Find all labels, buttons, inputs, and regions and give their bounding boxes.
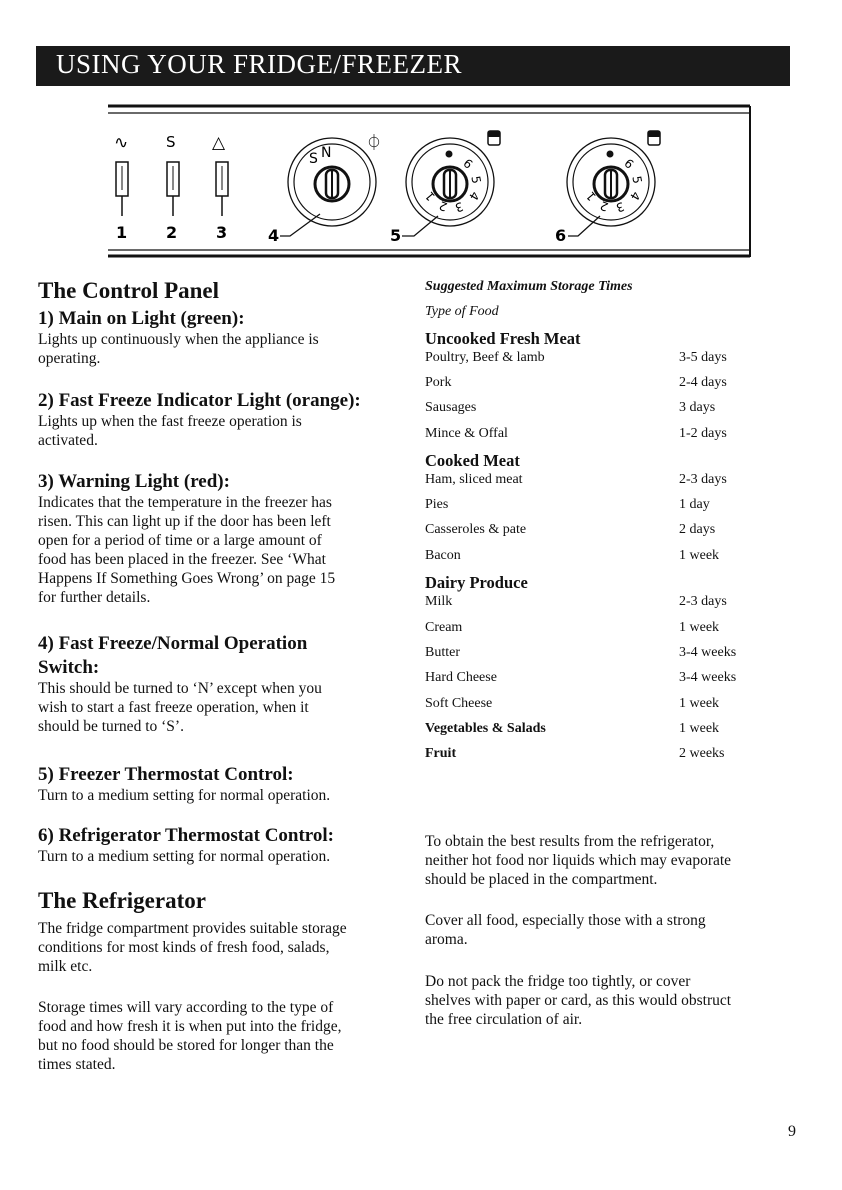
- power-symbol: ⏀: [366, 133, 383, 152]
- warning-symbol: △: [212, 133, 226, 153]
- item-text-line: should be turned to ‘S’.: [38, 718, 184, 735]
- dial5-scale-1: 1: [422, 188, 438, 204]
- dial6-scale-2: 2: [598, 198, 611, 214]
- fast-freeze-light-icon: [167, 162, 179, 216]
- dial5-scale-4: 4: [466, 189, 483, 203]
- storage-time: 2-3 days: [679, 472, 727, 487]
- food-name: Casseroles & pate: [425, 522, 527, 537]
- dial5-scale-6: 6: [460, 156, 476, 172]
- control-panel-diagram: [108, 104, 752, 259]
- item-text-line: operating.: [38, 350, 101, 367]
- food-name: Sausages: [425, 400, 477, 415]
- table-row: [425, 350, 785, 368]
- food-name: Bacon: [425, 548, 461, 563]
- table-row: [425, 721, 785, 739]
- table-row: [425, 620, 785, 638]
- item-text-line: Happens If Something Goes Wrong’ on page 15: [38, 570, 336, 587]
- item-heading: 6) Refrigerator Thermostat Control:: [38, 825, 335, 846]
- storage-time: 3 days: [679, 400, 716, 415]
- paragraph-line: but no food should be stored for longer than the: [38, 1037, 334, 1054]
- paragraph-line: milk etc.: [38, 958, 93, 975]
- food-name: Milk: [425, 594, 453, 609]
- table-row: [425, 594, 785, 612]
- dial4-n-label: N: [321, 145, 332, 161]
- label-5: 5: [390, 226, 402, 245]
- category-heading: Uncooked Fresh Meat: [425, 329, 581, 348]
- item-heading: 1) Main on Light (green):: [38, 308, 245, 329]
- table-row: [425, 375, 785, 393]
- dial6-scale-5: 5: [629, 174, 645, 185]
- storage-time: 3-4 weeks: [679, 670, 737, 685]
- table-row: [425, 497, 785, 515]
- warning-light-icon: [216, 162, 228, 216]
- food-name: Vegetables & Salads: [425, 721, 546, 736]
- main-light-icon: [116, 162, 128, 216]
- refrigerator-thermostat-dial[interactable]: [567, 138, 655, 236]
- paragraph-line: The fridge compartment provides suitable storage: [38, 920, 347, 937]
- storage-time: 2-4 days: [679, 375, 727, 390]
- paragraph-line: shelves with paper or card, as this would obstruct: [425, 992, 732, 1009]
- tip-paragraph-2: [425, 911, 795, 949]
- storage-time: 1 week: [679, 620, 720, 635]
- item-warning-light: [38, 471, 408, 607]
- item-heading: 3) Warning Light (red):: [38, 471, 230, 492]
- storage-time: 1 week: [679, 721, 720, 736]
- header-banner: [36, 46, 790, 86]
- storage-time: 2 weeks: [679, 746, 725, 761]
- table-row: [425, 548, 785, 566]
- table-row: [425, 696, 785, 714]
- item-text-line: wish to start a fast freeze operation, when it: [38, 699, 309, 716]
- label-3: 3: [216, 223, 228, 242]
- item-text-line: Lights up continuously when the appliance is: [38, 331, 319, 348]
- dial6-scale-6: 6: [621, 156, 637, 172]
- refrigerator-paragraph-1: [38, 919, 408, 976]
- control-panel-section: [38, 277, 219, 309]
- item-text-line: This should be turned to ‘N’ except when you: [38, 680, 322, 697]
- paragraph-line: neither hot food nor liquids which may evaporate: [425, 852, 732, 869]
- food-name: Butter: [425, 645, 460, 660]
- storage-time: 1 day: [679, 497, 710, 512]
- food-name: Ham, sliced meat: [425, 472, 523, 487]
- refrigerator-icon: [648, 131, 660, 145]
- refrigerator-title: The Refrigerator: [38, 888, 206, 913]
- food-name: Pork: [425, 375, 452, 390]
- item-text-line: open for a period of time or a large amount of: [38, 532, 322, 549]
- item-text-line: Turn to a medium setting for normal operation.: [38, 787, 331, 804]
- food-name: Fruit: [425, 746, 457, 761]
- category-heading: Cooked Meat: [425, 451, 520, 470]
- label-6: 6: [555, 226, 567, 245]
- storage-table-subtitle: Type of Food: [425, 304, 499, 319]
- table-row: [425, 472, 785, 490]
- paragraph-line: To obtain the best results from the refrigerator,: [425, 833, 715, 850]
- item-heading: 4) Fast Freeze/Normal Operation: [38, 633, 308, 654]
- page-number: 9: [788, 1123, 796, 1140]
- refrigerator-paragraph-2: [38, 998, 393, 1074]
- item-text-line: activated.: [38, 432, 98, 449]
- food-name: Hard Cheese: [425, 670, 497, 685]
- table-row: [425, 522, 785, 540]
- storage-time: 1 week: [679, 696, 720, 711]
- label-1: 1: [116, 223, 128, 242]
- item-text-line: Indicates that the temperature in the freezer has: [38, 494, 332, 511]
- item-text-line: risen. This can light up if the door has been left: [38, 513, 331, 530]
- dial6-scale-4: 4: [627, 189, 644, 203]
- category-heading: Dairy Produce: [425, 573, 528, 592]
- food-name: Mince & Offal: [425, 426, 508, 441]
- page-title: USING YOUR FRIDGE/FREEZER: [56, 49, 463, 79]
- table-row: [425, 400, 785, 418]
- item-heading-cont: Switch:: [38, 657, 100, 678]
- tip-paragraph-1: [425, 832, 795, 889]
- paragraph-line: food and how fresh it is when put into the fridge,: [38, 1018, 342, 1035]
- main-light-symbol: ∿: [114, 133, 129, 153]
- item-text-line: food has been placed in the freezer. See ‘What: [38, 551, 326, 568]
- item-heading: 5) Freezer Thermostat Control:: [38, 764, 294, 785]
- dial6-scale-3: 3: [614, 199, 627, 215]
- food-name: Poultry, Beef & lamb: [425, 350, 545, 365]
- item-text-line: for further details.: [38, 589, 151, 606]
- dial6-scale-1: 1: [583, 188, 599, 204]
- table-row: [425, 426, 785, 444]
- fast-freeze-symbol: S: [166, 133, 176, 151]
- item-text-line: Turn to a medium setting for normal operation.: [38, 848, 331, 865]
- label-2: 2: [166, 223, 178, 242]
- paragraph-line: the free circulation of air.: [425, 1011, 583, 1028]
- item-text-line: Lights up when the fast freeze operation is: [38, 413, 302, 430]
- storage-time: 2 days: [679, 522, 716, 537]
- item-fast-freeze-light: [38, 390, 408, 450]
- item-freezer-thermostat: [38, 764, 408, 805]
- freezer-thermostat-dial[interactable]: [402, 138, 494, 236]
- food-name: Pies: [425, 497, 449, 512]
- table-row: [425, 746, 785, 764]
- item-refrigerator-thermostat: [38, 825, 408, 866]
- storage-time: 1 week: [679, 548, 720, 563]
- item-fast-freeze-switch: [38, 633, 408, 736]
- paragraph-line: should be placed in the compartment.: [425, 871, 658, 888]
- dial4-s-label: S: [309, 151, 318, 167]
- fast-freeze-switch[interactable]: [280, 138, 376, 236]
- paragraph-line: times stated.: [38, 1056, 116, 1073]
- food-name: Soft Cheese: [425, 696, 493, 711]
- table-row: [425, 645, 785, 663]
- storage-time: 3-4 weeks: [679, 645, 737, 660]
- table-row: [425, 670, 785, 688]
- dial5-scale-3: 3: [453, 199, 466, 215]
- storage-table-title: Suggested Maximum Storage Times: [425, 279, 633, 294]
- paragraph-line: Cover all food, especially those with a strong: [425, 912, 706, 929]
- paragraph-line: aroma.: [425, 931, 468, 948]
- freezer-icon: [488, 131, 500, 145]
- paragraph-line: Storage times will vary according to the type of: [38, 999, 334, 1016]
- item-heading: 2) Fast Freeze Indicator Light (orange):: [38, 390, 361, 411]
- storage-time: 1-2 days: [679, 426, 727, 441]
- label-4: 4: [268, 226, 280, 245]
- food-name: Cream: [425, 620, 463, 635]
- paragraph-line: conditions for most kinds of fresh food, salads,: [38, 939, 330, 956]
- item-main-light: [38, 308, 408, 368]
- storage-time: 3-5 days: [679, 350, 727, 365]
- tip-paragraph-3: [425, 972, 795, 1029]
- storage-time: 2-3 days: [679, 594, 727, 609]
- control-panel-title: The Control Panel: [38, 278, 220, 303]
- paragraph-line: Do not pack the fridge too tightly, or cover: [425, 973, 691, 990]
- dial5-scale-2: 2: [437, 198, 450, 214]
- dial5-scale-5: 5: [468, 174, 484, 185]
